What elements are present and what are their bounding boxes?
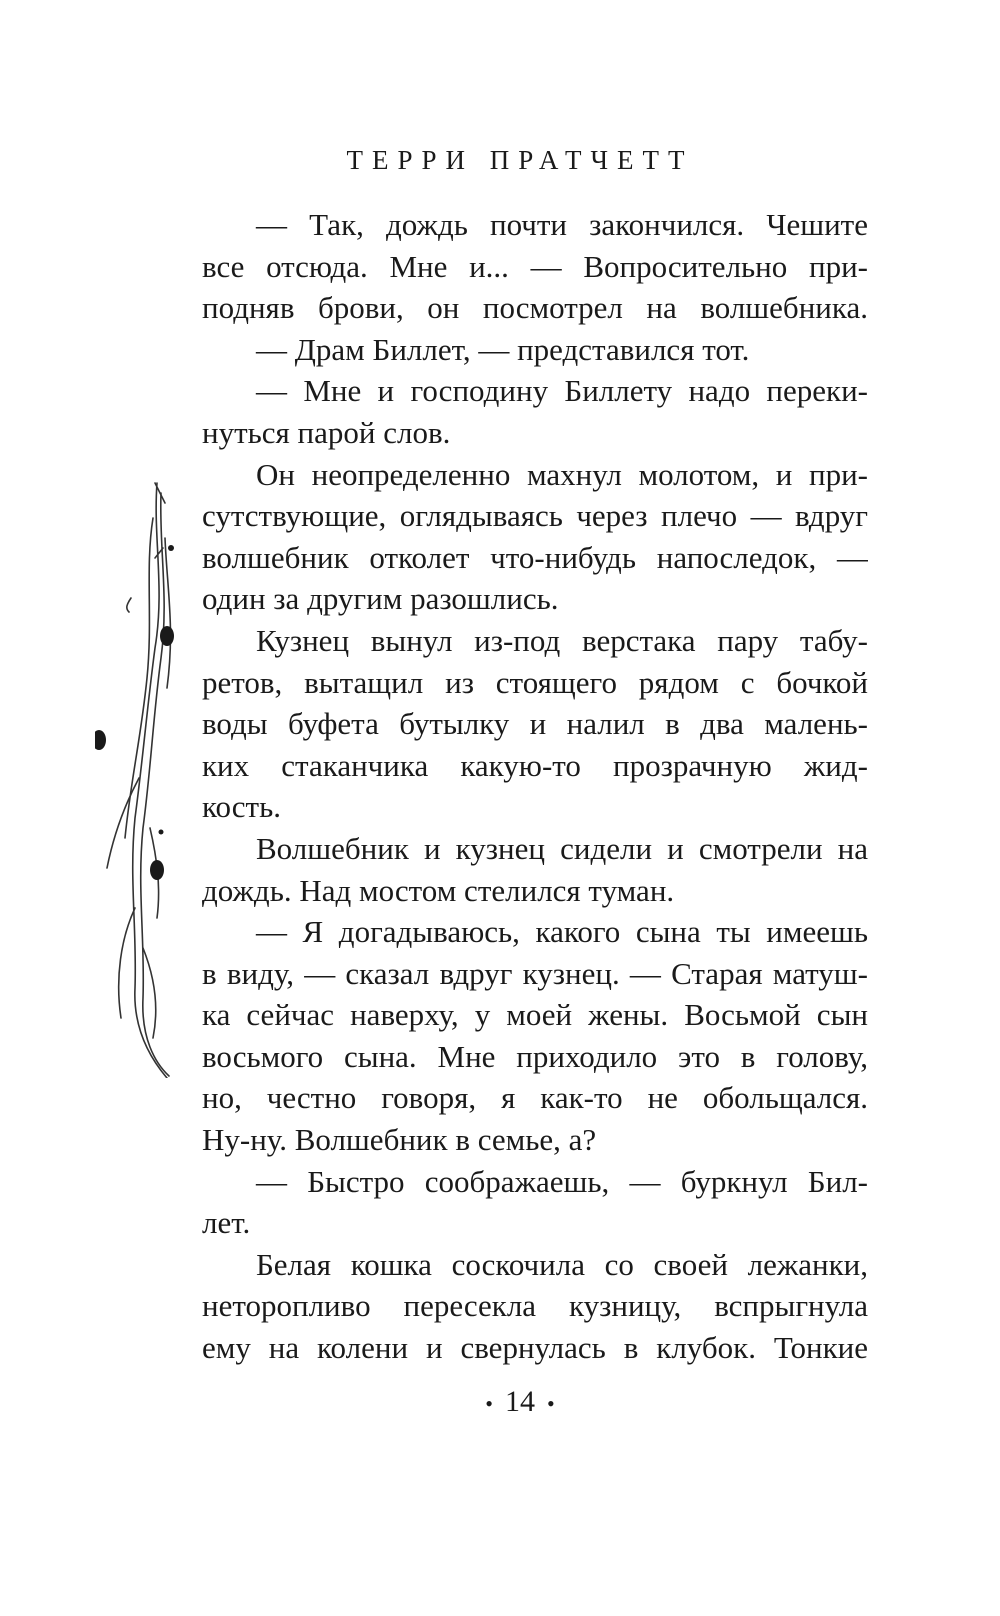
- text-line: Белая кошка соскочила со своей лежанки,: [256, 1246, 868, 1282]
- text-line: один за другим разошлись.: [202, 581, 559, 617]
- text-line: ких стаканчика какую-то прозрачную жид-: [202, 747, 868, 783]
- text-line: лет.: [202, 1205, 251, 1241]
- text-line: воды буфета бутылку и налил в два малень-: [202, 706, 868, 742]
- text-line: — Быстро соображаешь, — буркнул Бил-: [256, 1163, 868, 1199]
- text-line: — Драм Биллет, — представился тот.: [256, 331, 750, 367]
- text-line: но, честно говоря, я как-то не обольщался.: [202, 1080, 868, 1116]
- text-line: кость.: [202, 789, 281, 825]
- page-number: [0, 1385, 1000, 1419]
- text-line: ему на колени и свернулась в клубок. Тонкие: [202, 1330, 868, 1366]
- text-line: нуться парой слов.: [202, 414, 451, 450]
- running-head: ТЕРРИ ПРАТЧЕТТ: [346, 145, 694, 175]
- vine-illustration-icon: [95, 478, 185, 1078]
- text-line: восьмого сына. Мне приходило это в голову,: [202, 1038, 868, 1074]
- text-line: Кузнец вынул из-под верстака пару табу-: [256, 622, 868, 658]
- text-line: — Мне и господину Биллету надо переки-: [256, 373, 868, 409]
- bullet-right-icon: •: [547, 1391, 555, 1417]
- text-line: Волшебник и кузнец сидели и смотрели на: [256, 830, 868, 866]
- body-text: [202, 204, 868, 1369]
- text-line: неторопливо пересекла кузницу, вспрыгнула: [202, 1288, 868, 1324]
- bullet-left-icon: •: [485, 1391, 493, 1417]
- text-line: ка сейчас наверху, у моей жены. Восьмой сын: [202, 997, 868, 1033]
- text-line: Он неопределенно махнул молотом, и при-: [256, 456, 868, 492]
- text-line: — Я догадываюсь, какого сына ты имеешь: [256, 914, 868, 950]
- text-line: волшебник отколет что-нибудь напоследок, —: [202, 539, 868, 575]
- text-line: дождь. Над мостом стелился туман.: [202, 872, 675, 908]
- text-line: ретов, вытащил из стоящего рядом с бочкой: [202, 664, 868, 700]
- text-line: — Так, дождь почти закончился. Чешите: [256, 207, 868, 242]
- page-number-value: 14: [505, 1385, 535, 1418]
- text-line: подняв брови, он посмотрел на волшебника.: [202, 290, 868, 326]
- text-line: в виду, — сказал вдруг кузнец. — Старая матуш-: [202, 955, 868, 991]
- text-line: все отсюда. Мне и... — Вопросительно при-: [202, 248, 868, 284]
- text-line: Ну-ну. Волшебник в семье, а?: [202, 1122, 597, 1158]
- text-line: сутствующие, оглядываясь через плечо — вдруг: [202, 498, 868, 534]
